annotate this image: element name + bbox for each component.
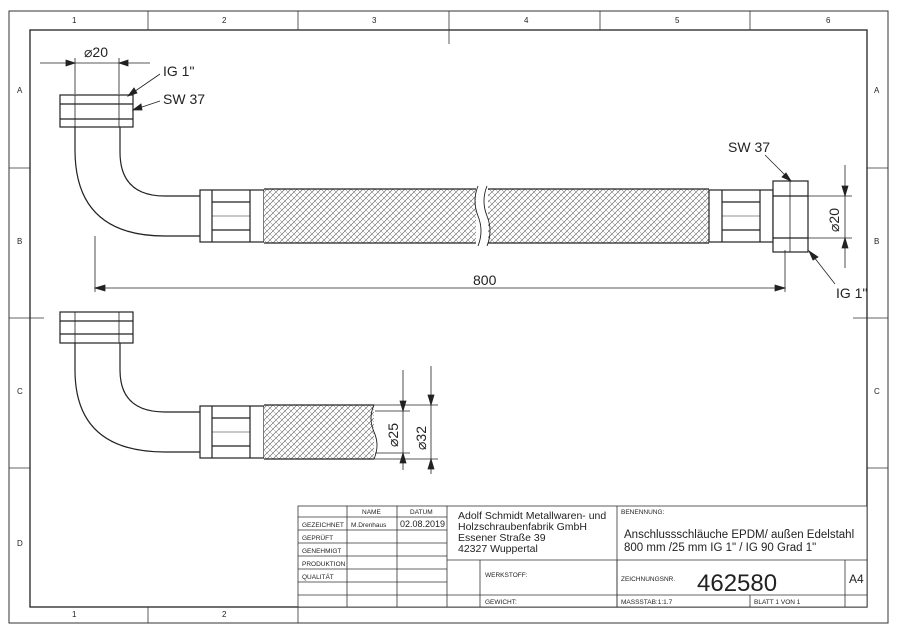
company-line-4: 42327 Wuppertal <box>458 543 538 555</box>
scale-label: MASSSTAB:1:1.7 <box>621 599 673 606</box>
row-label-geprueft: GEPRÜFT <box>302 535 334 542</box>
hose-section-view <box>60 312 377 459</box>
row-label-produktion: PRODUKTION <box>302 561 346 568</box>
hose-top-view <box>60 95 808 252</box>
dimensions-top <box>40 58 852 292</box>
row-label-qualitaet: QUALITÄT <box>302 574 334 581</box>
werkstoff-label: WERKSTOFF: <box>485 572 528 579</box>
top-diameter-label: ⌀20 <box>84 44 109 60</box>
zone-row-a: A <box>17 86 23 95</box>
benennung-line-2: 800 mm /25 mm IG 1" / IG 90 Grad 1" <box>624 542 817 554</box>
zone-col-2: 2 <box>222 16 227 25</box>
header-name: NAME <box>362 509 381 516</box>
zone-col-2-bottom: 2 <box>222 610 227 619</box>
sheet-label: BLATT 1 VON 1 <box>754 599 801 606</box>
zone-col-5: 5 <box>675 16 680 25</box>
header-date: DATUM <box>410 509 433 516</box>
row-name-gezeichnet: M.Drenhaus <box>351 522 387 529</box>
zeichnungsnr-label: ZEICHNUNGSNR. <box>621 576 676 583</box>
row-date-gezeichnet: 02.08.2019 <box>400 519 446 529</box>
zone-col-3: 3 <box>372 16 377 25</box>
top-thread-label: IG 1" <box>163 63 195 79</box>
row-label-gezeichnet: GEZEICHNET <box>302 522 344 529</box>
top-wrench-label: SW 37 <box>163 91 206 107</box>
company-line-2: Holzschraubenfabrik GmbH <box>458 521 587 533</box>
zone-col-1-bottom: 1 <box>72 610 77 619</box>
row-label-genehmigt: GENEHMIGT <box>302 548 342 555</box>
right-wrench-label: SW 37 <box>728 139 771 155</box>
outer-diameter-label: ⌀32 <box>413 425 429 450</box>
company-line-3: Essener Straße 39 <box>458 532 546 544</box>
zone-row-b-right: B <box>874 237 880 246</box>
zone-row-d: D <box>17 539 23 548</box>
inner-diameter-label: ⌀25 <box>385 422 401 447</box>
zone-row-c-right: C <box>874 387 880 396</box>
drawing-number: 462580 <box>697 570 778 597</box>
length-label: 800 <box>473 272 497 288</box>
sheet-format: A4 <box>849 572 864 586</box>
right-diameter-label: ⌀20 <box>826 207 842 232</box>
right-thread-label: IG 1" <box>836 285 868 301</box>
zone-col-4: 4 <box>524 16 529 25</box>
gewicht-label: GEWICHT: <box>485 599 517 606</box>
zone-col-1: 1 <box>72 16 77 25</box>
zone-row-b: B <box>17 237 23 246</box>
benennung-line-1: Anschlussschläuche EPDM/ außen Edelstahl <box>624 529 855 541</box>
company-line-1: Adolf Schmidt Metallwaren- und <box>458 510 607 522</box>
benennung-label: BENENNUNG: <box>621 509 665 516</box>
zone-row-a-right: A <box>874 86 880 95</box>
zone-col-6: 6 <box>826 16 831 25</box>
zone-row-c: C <box>17 387 23 396</box>
